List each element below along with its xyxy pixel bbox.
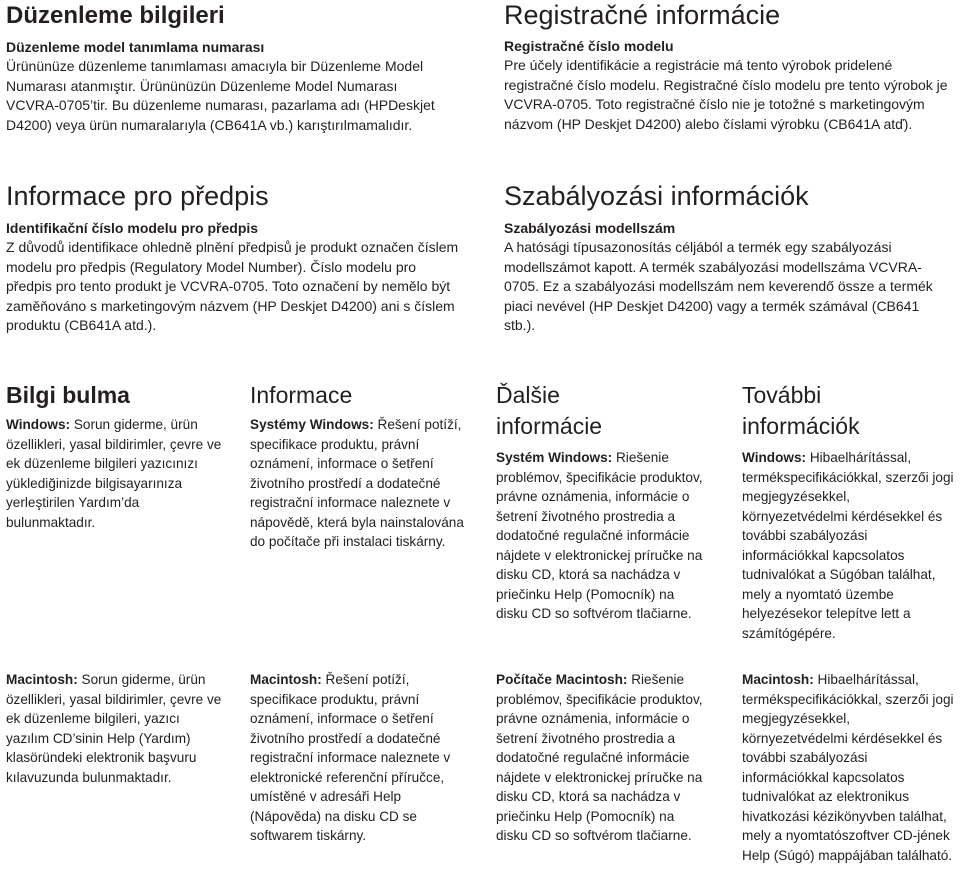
column-heading: További információk — [742, 382, 860, 439]
section-heading: Informace pro předpis — [6, 181, 269, 211]
section-regulatory-hu — [504, 180, 944, 336]
windows-info — [742, 448, 956, 643]
section-regulatory-cs — [6, 180, 461, 336]
section-body: Pre účely identifikácie a registrácie má tento výrobok pridelené registračné číslo modelu. Registračné číslo modelu pre tento výrobok je VCVRA-0705. Toto registračné číslo nie je totožné s marketingovým názvom (HP Deskjet D4200) alebo číslami výrobku (CB641A atď). — [504, 57, 948, 132]
windows-label: Windows: — [6, 417, 71, 432]
windows-text: Řešení potíží, specifikace produktu, právní oznámení, informace o šetření životního prostředí a dodatečné registrační informace naleznete v nápovědě, která byla nainstalována do počítače při instalaci tiskárny. — [250, 417, 464, 549]
windows-info — [250, 415, 470, 552]
info-column-sk — [496, 380, 706, 624]
mac-info-cs — [250, 670, 470, 846]
info-column-tr — [6, 380, 226, 532]
mac-label: Počítače Macintosh: — [496, 672, 628, 687]
column-heading: Informace — [250, 382, 353, 408]
section-subheading: Identifikační číslo modelu pro předpis — [6, 220, 259, 236]
windows-text: Riešenie problémov, špecifikácie produktov, právne oznámenia, informácie o šetrení životného prostredia a dodatočné regulačné informácie nájdete v elektronickej príručke na disku CD, ktorá sa nachádza v priečinku Help (Pomocník) na disku CD so softvérom tlačiarne. — [496, 450, 703, 621]
section-heading: Registračné informácie — [504, 0, 781, 30]
column-heading: Ďalšie informácie — [496, 382, 603, 439]
windows-text: Hibaelhárítással, termékspecifikációkkal, szerzői jogi megjegyzésekkel, környezetvédelmi kérdésekkel és további szabályozási információkkal kapcsolatos tudnivalókat a Súgóban találhat, mely a nyomtató üzembe helyezésekor telepítve lett a számítógépére. — [742, 450, 954, 641]
mac-info-sk — [496, 670, 706, 846]
section-subheading: Düzenleme model tanımlama numarası — [6, 39, 265, 55]
section-subheading: Szabályozási modellszám — [504, 220, 676, 236]
windows-label: Windows: — [742, 450, 807, 465]
windows-info — [6, 415, 226, 532]
section-heading: Düzenleme bilgileri — [6, 2, 225, 29]
section-body: Z důvodů identifikace ohledně plnění předpisů je produkt označen číslem modelu pro předpis (Regulatory Model Number). Číslo modelu pro předpis pro tento produkt je VCVRA-0705. Toto označení by nemělo být zaměňováno s marketingovým názvem (HP Deskjet D4200) ani s číslem produktu (CB641A atd.). — [6, 239, 459, 333]
windows-text: Sorun giderme, ürün özellikleri, yasal bildirimler, çevre ve ek düzenleme bilgileri yazıcınızı yüklediğinizde bilgisayarınıza yerleştirilen Yardım’da bulunmaktadır. — [6, 417, 222, 530]
mac-label: Macintosh: — [250, 672, 322, 687]
windows-label: Systém Windows: — [496, 450, 613, 465]
mac-label: Macintosh: — [742, 672, 814, 687]
mac-text: Řešení potíží, specifikace produktu, právní oznámení, informace o šetření životního prostředí a dodatečné registrační informace naleznete v elektronické referenční příručce, umístěné v adresáři Help (Nápověda) na disku CD se softwarem tiskárny. — [250, 672, 451, 843]
section-subheading: Registračné číslo modelu — [504, 38, 674, 54]
mac-info-hu — [742, 670, 956, 865]
mac-label: Macintosh: — [6, 672, 78, 687]
section-body: A hatósági típusazonosítás céljából a termék egy szabályozási modellszámot kapott. A termék szabályozási modellszáma VCVRA-0705. Ez a szabályozási modellszám nem keverendő össze a termék piaci nevével (HP Deskjet D4200) vagy a termék számával (CB641 stb.). — [504, 239, 933, 333]
section-regulatory-sk — [504, 0, 954, 134]
section-body: Ürününüze düzenleme tanımlaması amacıyla bir Düzenleme Model Numarası atanmıştır. Ürününüzün Düzenleme Model Numarası VCVRA-0705’tir. Bu düzenleme numarası, pazarlama adı (HPDeskjet D4200) veya ürün numaralarıyla (CB641A vb.) karıştırılmamalıdır. — [6, 58, 435, 133]
column-heading: Bilgi bulma — [6, 382, 130, 408]
windows-info — [496, 448, 706, 624]
section-regulatory-tr — [6, 2, 446, 135]
mac-text: Hibaelhárítással, termékspecifikációkkal, szerzői jogi megjegyzésekkel, környezetvédelmi kérdésekkel és további szabályozási információkkal kapcsolatos tudnivalókat az elektronikus hivatkozási kézikönyvben találhat, mely a nyomtatószoftver CD-jének Help (Súgó) mappájában található. — [742, 672, 954, 863]
mac-text: Riešenie problémov, špecifikácie produktov, právne oznámenia, informácie o šetrení životného prostredia a dodatočné regulačné informácie nájdete v elektronickej príručke na disku CD, ktorá sa nachádza v priečinku Help (Pomocník) na disku CD so softvérom tlačiarne. — [496, 672, 703, 843]
info-column-cs — [250, 380, 470, 552]
mac-text: Sorun giderme, ürün özellikleri, yasal bildirimler, çevre ve ek düzenleme bilgileri, yazıcı yazılım CD’sinin Help (Yardım) klasöründeki elektronik başvuru kılavuzunda bulunmaktadır. — [6, 672, 222, 785]
info-column-hu — [742, 380, 956, 643]
mac-info-tr — [6, 670, 226, 787]
section-heading: Szabályozási információk — [504, 181, 809, 211]
windows-label: Systémy Windows: — [250, 417, 374, 432]
